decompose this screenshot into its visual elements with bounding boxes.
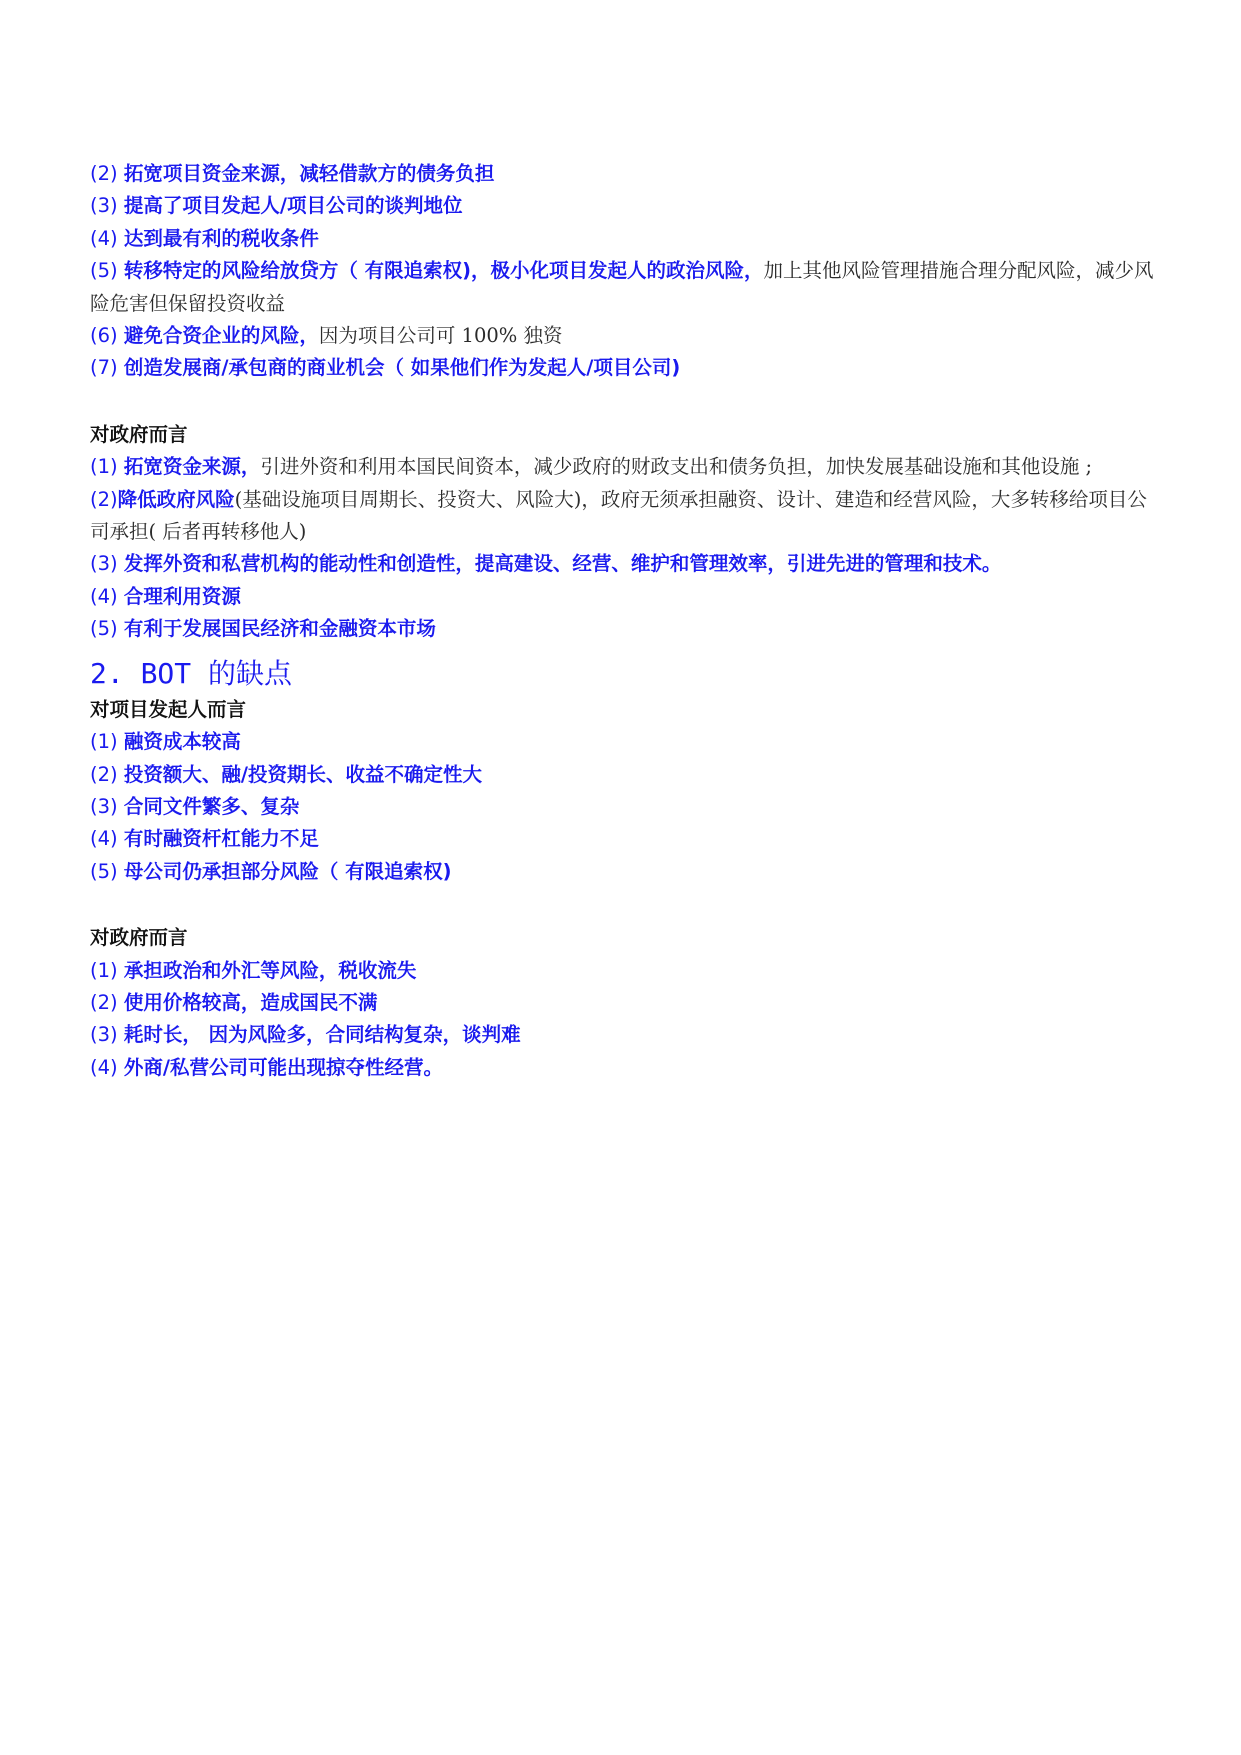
item-text: 母公司仍承担部分风险（ 有限追索权) bbox=[123, 859, 452, 883]
item-text: 有时融资杆杠能力不足 bbox=[123, 827, 319, 851]
item-text: 创造发展商/承包商的商业机会（ 如果他们作为发起人/项目公司) bbox=[123, 356, 681, 380]
item-text: 转移特定的风险给放贷方（ 有限追索权)，极小化项目发起人的政治风险， bbox=[123, 259, 764, 283]
heading-government: 对政府而言 bbox=[90, 926, 188, 950]
item-number: (4) bbox=[90, 584, 124, 608]
item-number: (2) bbox=[90, 990, 124, 1014]
list-item bbox=[90, 581, 1160, 613]
item-text: 发挥外资和私营机构的能动性和创造性，提高建设、经营、维护和管理效率，引进先进的管理和技术。 bbox=[123, 552, 1002, 576]
list-item bbox=[90, 352, 1160, 384]
list-item bbox=[90, 451, 1160, 483]
item-number: (1) bbox=[90, 730, 124, 754]
list-item bbox=[90, 791, 1160, 823]
item-text: 引进外资和利用本国民间资本，减少政府的财政支出和债务负担，加快发展基础设施和其他设施 ; bbox=[260, 455, 1093, 479]
list-item bbox=[90, 190, 1160, 222]
item-text: 拓宽资金来源， bbox=[123, 455, 261, 479]
item-number: (3) bbox=[90, 552, 124, 576]
list-item bbox=[90, 320, 1160, 352]
item-text: 承担政治和外汇等风险，税收流失 bbox=[123, 958, 417, 982]
list-item bbox=[90, 223, 1160, 255]
item-number: (1) bbox=[90, 455, 124, 479]
item-number: (2) bbox=[90, 162, 124, 185]
item-number: (5) bbox=[90, 259, 124, 283]
disadvantages-sponsor-list bbox=[90, 726, 1160, 888]
list-item bbox=[90, 856, 1160, 888]
item-number: (3) bbox=[90, 1023, 124, 1047]
list-item bbox=[90, 613, 1160, 645]
heading-government: 对政府而言 bbox=[90, 422, 188, 446]
list-item bbox=[90, 255, 1160, 320]
item-number: (2) bbox=[90, 762, 124, 786]
document-body bbox=[90, 158, 1160, 1084]
list-item bbox=[90, 759, 1160, 791]
advantages-sponsor-list bbox=[90, 158, 1160, 385]
heading-sponsor: 对项目发起人而言 bbox=[90, 697, 247, 721]
list-item bbox=[90, 158, 1160, 190]
item-text: 避免合资企业的风险， bbox=[123, 324, 319, 348]
item-text: 拓宽项目资金来源，减轻借款方的债务负担 bbox=[123, 162, 495, 185]
list-item bbox=[90, 1052, 1160, 1084]
item-text: 外商/私营公司可能出现掠夺性经营。 bbox=[123, 1055, 443, 1079]
item-text: 提高了项目发起人/项目公司的谈判地位 bbox=[123, 194, 463, 218]
list-item bbox=[90, 987, 1160, 1019]
item-number: (4) bbox=[90, 827, 124, 851]
item-text: 耗时长， 因为风险多，合同结构复杂，谈判难 bbox=[123, 1023, 521, 1047]
item-text: 合同文件繁多、复杂 bbox=[123, 794, 300, 818]
item-text: 加上其他风险管理措施合理分配风险，减少风险危害但保留投资收益 bbox=[90, 259, 1154, 315]
spacer bbox=[90, 385, 1160, 419]
item-number: (6) bbox=[90, 324, 124, 348]
item-number: (5) bbox=[90, 859, 124, 883]
item-number: (7) bbox=[90, 356, 124, 380]
item-text: 合理利用资源 bbox=[123, 584, 241, 608]
item-text: 达到最有利的税收条件 bbox=[123, 226, 319, 250]
item-number: (4) bbox=[90, 226, 124, 250]
list-item bbox=[90, 823, 1160, 855]
item-text: 因为项目公司可 100% 独资 bbox=[318, 324, 563, 348]
item-number: (5) bbox=[90, 617, 124, 641]
item-text: 投资额大、融/投资期长、收益不确定性大 bbox=[123, 762, 482, 786]
item-number: (3) bbox=[90, 194, 124, 218]
advantages-government-list bbox=[90, 451, 1160, 645]
list-item bbox=[90, 484, 1160, 549]
item-text: 融资成本较高 bbox=[123, 730, 241, 754]
item-text: (基础设施项目周期长、投资大、风险大)，政府无须承担融资、设计、建造和经营风险，大多转移给项目公司承担( 后者再转移他人) bbox=[90, 487, 1147, 544]
spacer bbox=[90, 888, 1160, 922]
item-number: (1) bbox=[90, 958, 124, 982]
item-text: 使用价格较高，造成国民不满 bbox=[123, 990, 378, 1014]
item-number: (3) bbox=[90, 794, 124, 818]
list-item bbox=[90, 548, 1160, 580]
item-number: (4) bbox=[90, 1055, 124, 1079]
item-text: 有利于发展国民经济和金融资本市场 bbox=[123, 617, 436, 641]
section-title: 2. BOT 的缺点 bbox=[90, 656, 293, 690]
item-text: 降低政府风险 bbox=[117, 487, 235, 511]
item-number: (2) bbox=[90, 487, 118, 511]
list-item bbox=[90, 1019, 1160, 1051]
list-item bbox=[90, 955, 1160, 987]
list-item bbox=[90, 726, 1160, 758]
disadvantages-government-list bbox=[90, 955, 1160, 1085]
